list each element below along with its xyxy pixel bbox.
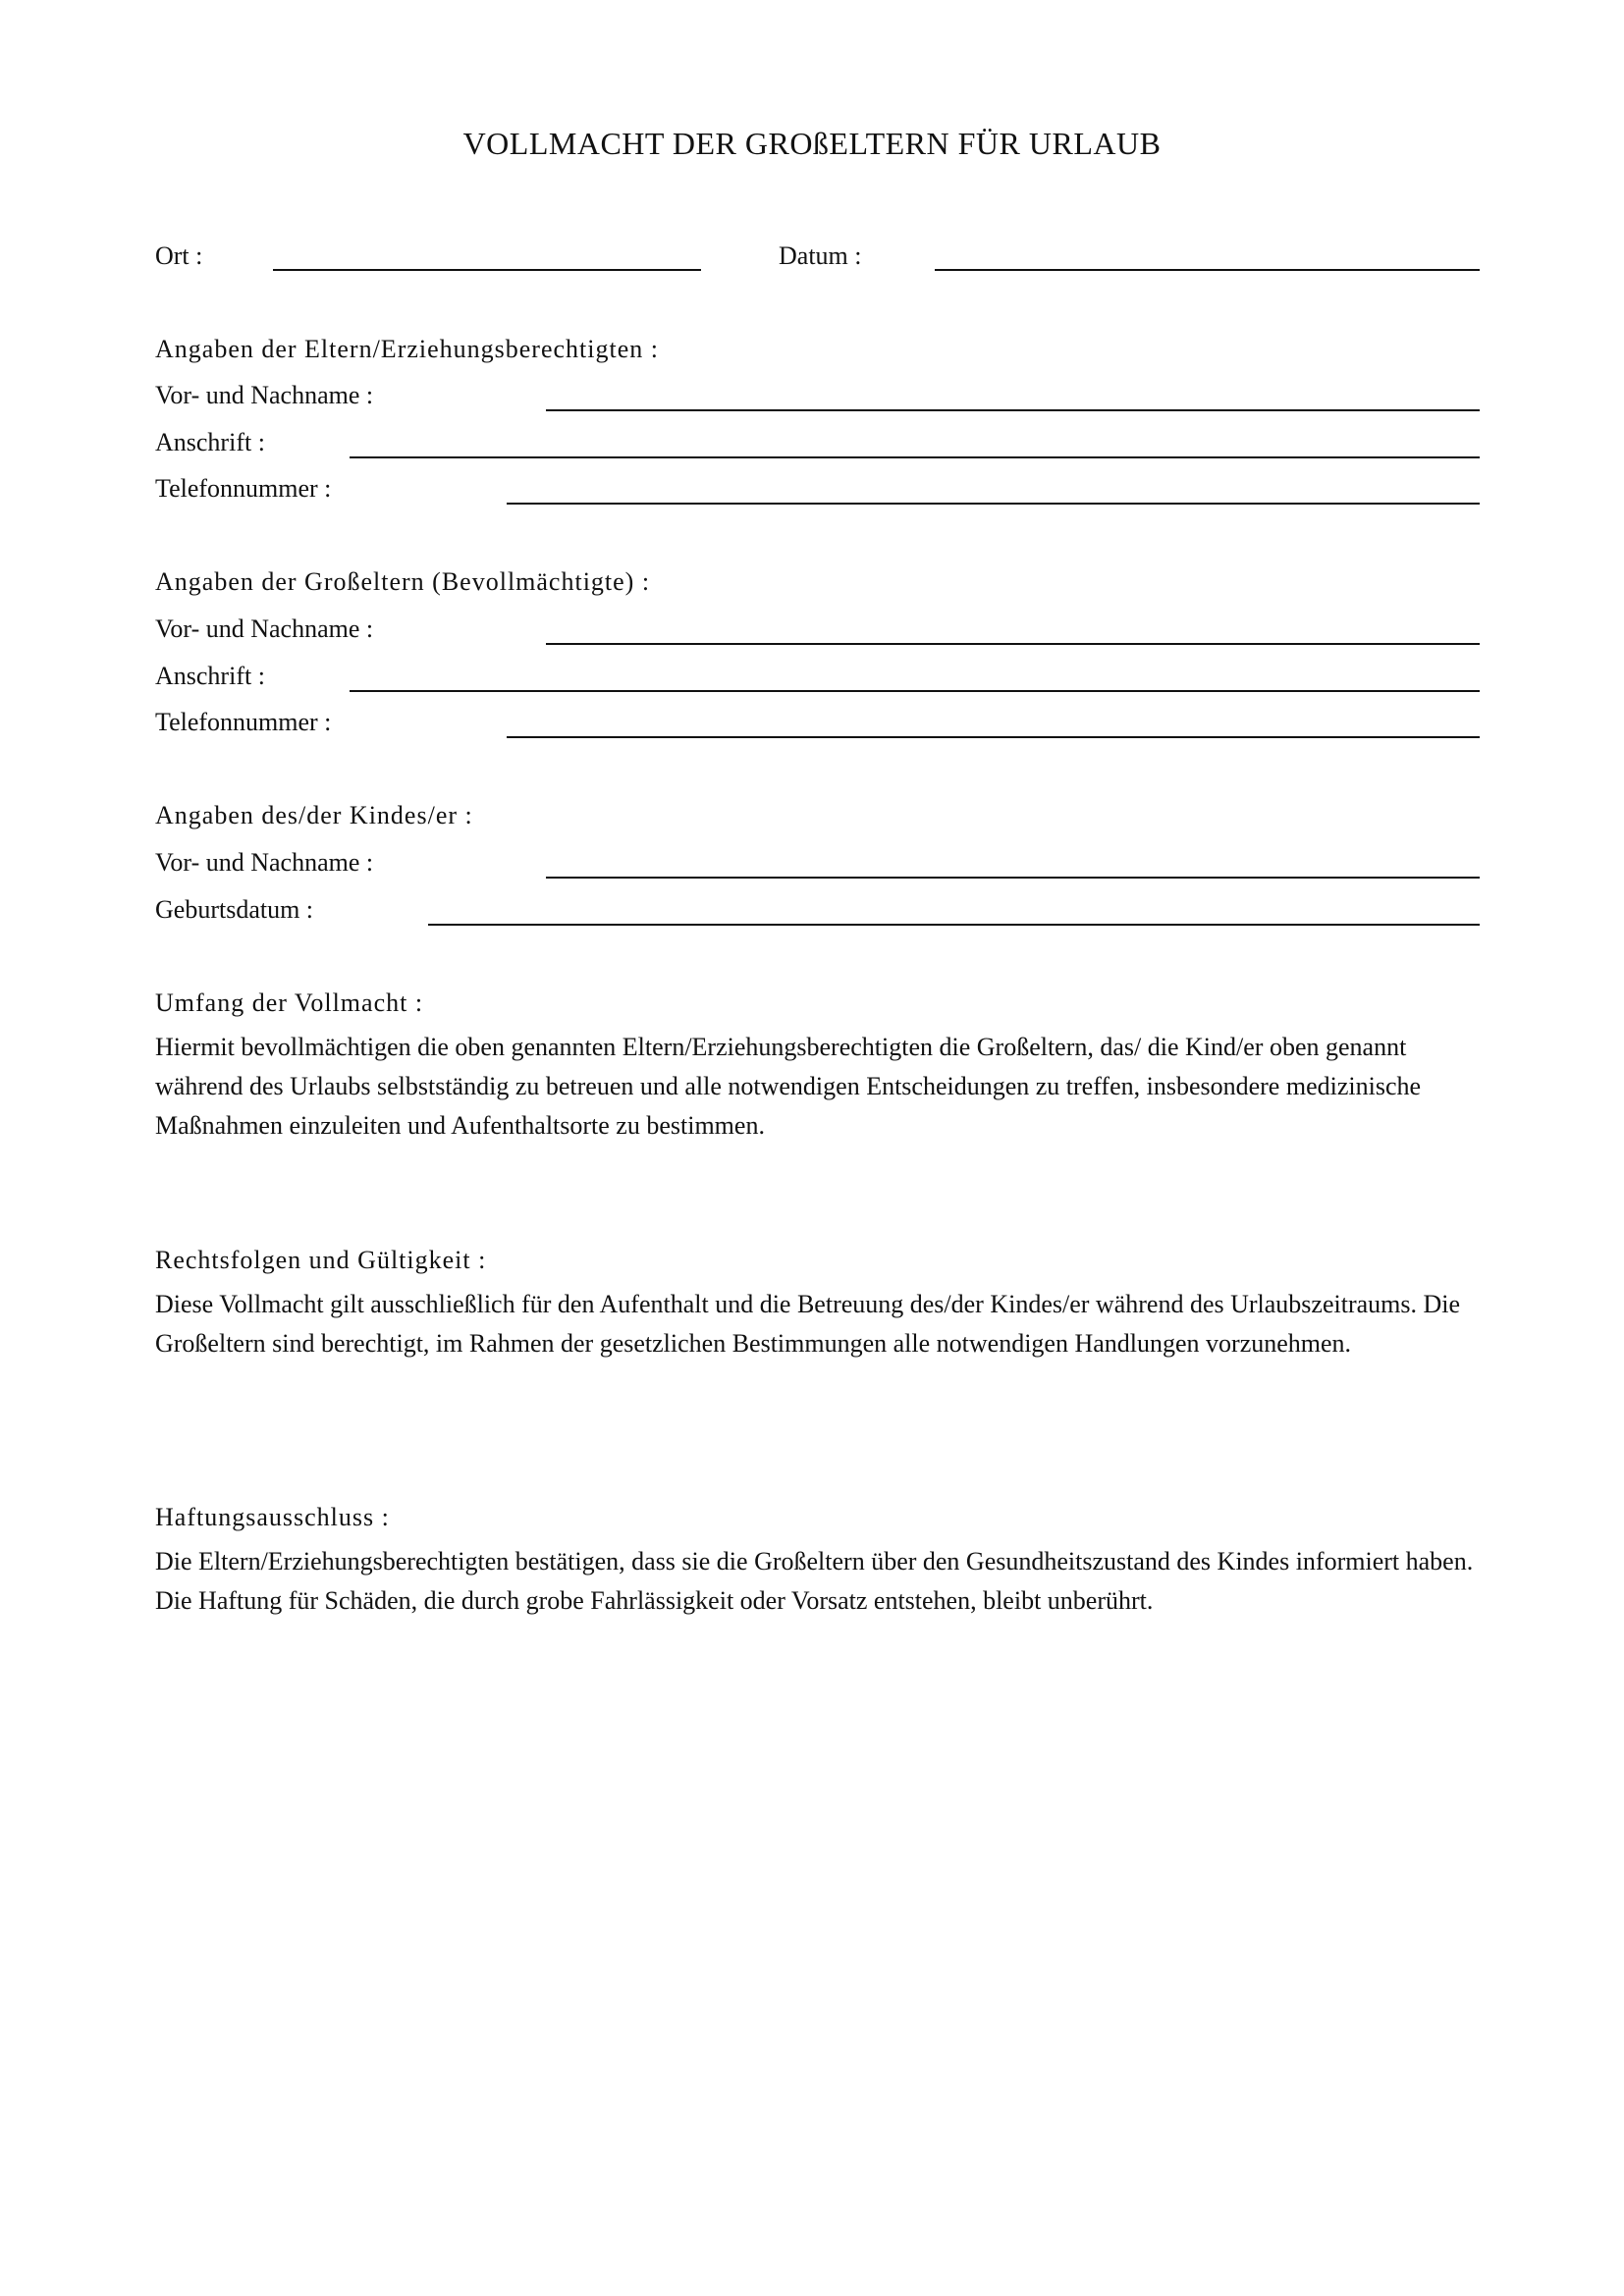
grandparents-phone-field[interactable] xyxy=(507,736,1480,738)
grandparents-address-label: Anschrift : xyxy=(155,662,265,690)
grandparents-heading: Angaben der Großeltern (Bevollmächtigte) : xyxy=(155,567,651,596)
parents-heading: Angaben der Eltern/Erziehungsberechtigten : xyxy=(155,335,659,363)
document-title: VOLLMACHT DER GROßELTERN FÜR URLAUB xyxy=(462,126,1162,161)
children-birthdate-field[interactable] xyxy=(428,924,1480,926)
children-name-label: Vor- und Nachname : xyxy=(155,848,374,877)
parents-address-field[interactable] xyxy=(350,456,1480,458)
parents-phone-label: Telefonnummer : xyxy=(155,474,332,503)
legal-heading: Rechtsfolgen und Gültigkeit : xyxy=(155,1246,487,1274)
date-label: Datum : xyxy=(779,241,862,270)
scope-heading: Umfang der Vollmacht : xyxy=(155,988,424,1017)
date-field[interactable] xyxy=(935,269,1480,271)
grandparents-address-field[interactable] xyxy=(350,690,1480,692)
parents-address-label: Anschrift : xyxy=(155,428,265,456)
liability-text: Die Eltern/Erziehungsberechtigten bestätigen, dass sie die Großeltern über den Gesundheitszustand des Kindes informiert haben. Die Haftung für Schäden, die durch grobe Fahrlässigkeit oder Vorsatz entstehen, bleibt unberührt. xyxy=(155,1547,1474,1615)
children-heading: Angaben des/der Kindes/er : xyxy=(155,801,473,829)
place-field[interactable] xyxy=(273,269,701,271)
liability-heading: Haftungsausschluss : xyxy=(155,1503,390,1531)
legal-text: Diese Vollmacht gilt ausschließlich für den Aufenthalt und die Betreuung des/der Kindes/er während des Urlaubszeitraums. Die Großeltern sind berechtigt, im Rahmen der gesetzlichen Bestimmungen alle notwendigen Handlungen vorzunehmen. xyxy=(155,1290,1461,1358)
parents-name-field[interactable] xyxy=(546,409,1480,411)
grandparents-phone-label: Telefonnummer : xyxy=(155,708,332,736)
parents-name-label: Vor- und Nachname : xyxy=(155,381,374,409)
parents-phone-field[interactable] xyxy=(507,503,1480,505)
grandparents-name-label: Vor- und Nachname : xyxy=(155,614,374,643)
scope-text: Hiermit bevollmächtigen die oben genannten Eltern/Erziehungsberechtigten die Großeltern, das/ die Kind/er oben genannt während des Urlaubs selbstständig zu betreuen und alle notwendigen Entscheidungen zu treffen, insbesondere medizinische Maßnahmen einzuleiten und Aufenthaltsorte zu bestimmen. xyxy=(155,1033,1422,1140)
children-birthdate-label: Geburtsdatum : xyxy=(155,895,314,924)
grandparents-name-field[interactable] xyxy=(546,643,1480,645)
place-label: Ort : xyxy=(155,241,203,270)
children-name-field[interactable] xyxy=(546,877,1480,879)
